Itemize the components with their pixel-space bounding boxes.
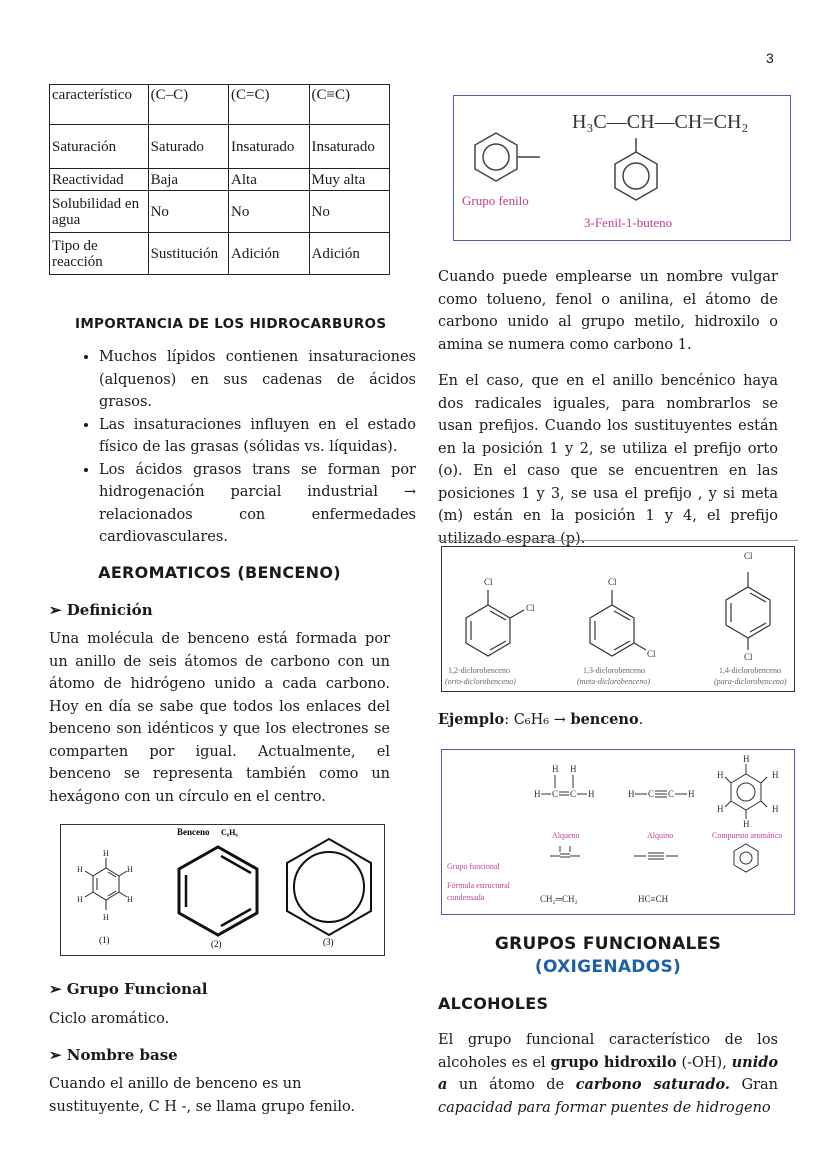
figure-formula: C₆H₆ bbox=[221, 828, 238, 837]
table-cell: característico bbox=[50, 85, 149, 125]
phenyl-ring-icon bbox=[475, 133, 540, 181]
table-cell: Adición bbox=[229, 233, 309, 275]
ejemplo-arrow: → bbox=[553, 712, 566, 728]
alcoholes-bold-italic: carbono saturado. bbox=[575, 1076, 730, 1093]
cl-label: Cl bbox=[647, 649, 656, 659]
benzene-figure bbox=[60, 824, 385, 956]
table-cell: Insaturado bbox=[309, 125, 389, 169]
benzene-ring-icon bbox=[731, 774, 761, 810]
grupos-funcionales-figure bbox=[441, 749, 795, 915]
atom-label: H bbox=[743, 819, 750, 829]
grupos-funcionales-heading: GRUPOS FUNCIONALES bbox=[494, 934, 722, 954]
row-label: Fórmula estructural bbox=[447, 881, 510, 890]
compound-alt-name: (para-diclorobenceno) bbox=[714, 677, 787, 686]
cl-label: Cl bbox=[526, 603, 535, 613]
fenilbuteno-formula: H₃C—CH—CH=CH₂ bbox=[572, 111, 749, 133]
row-label: condensada bbox=[447, 893, 485, 902]
cl-label: Cl bbox=[744, 551, 753, 561]
table-cell: No bbox=[148, 191, 228, 233]
ejemplo-label: Ejemplo bbox=[438, 711, 505, 728]
ejemplo-line: Ejemplo: C₆H₆ → benceno. bbox=[438, 711, 644, 728]
table-cell: (C–C) bbox=[148, 85, 228, 125]
alcoholes-bold-italic: unido a bbox=[438, 1053, 779, 1093]
aromaticos-heading: AEROMATICOS (BENCENO) bbox=[98, 563, 341, 582]
benzene-kekule-structure bbox=[85, 858, 127, 910]
alcoholes-heading: ALCOHOLES bbox=[438, 994, 549, 1013]
diclorobenceno-figure bbox=[441, 546, 795, 692]
grupo-funcional-label: ➢ Grupo Funcional bbox=[49, 980, 208, 998]
figure-label: (1) bbox=[99, 935, 110, 945]
alkene-formula: CH₂═CH₂ bbox=[540, 894, 578, 904]
atom-label: C bbox=[648, 789, 655, 799]
divider bbox=[438, 540, 798, 541]
definicion-label: ➢ Definición bbox=[49, 601, 153, 619]
atom-label: H bbox=[127, 895, 133, 904]
atom-label: H bbox=[588, 789, 595, 799]
fenilo-figure bbox=[453, 95, 791, 241]
alcoholes-text: Gran bbox=[729, 1077, 778, 1093]
compound-name: 1,3-diclorobenceno bbox=[583, 666, 645, 675]
row-label: Grupo funcional bbox=[447, 862, 500, 871]
compound-name: 1,2-diclorobenceno bbox=[448, 666, 510, 675]
column-label: Alquino bbox=[647, 831, 674, 840]
compound-alt-name: (meta-diclorobenceno) bbox=[577, 677, 651, 686]
atom-label: H bbox=[103, 913, 109, 922]
atom-label: H bbox=[127, 865, 133, 874]
alcoholes-text: un átomo de bbox=[447, 1077, 576, 1093]
importancia-list bbox=[73, 346, 416, 549]
list-item: • Las insaturaciones influyen en el estado físico de las grasas (sólidas vs. líquidas). bbox=[99, 414, 416, 459]
page-number: 3 bbox=[766, 50, 774, 66]
alcoholes-italic: capacidad para formar puentes de hidrogeno bbox=[438, 1099, 771, 1116]
alkyne-formula: HC≡CH bbox=[638, 894, 669, 904]
table-cell: Saturación bbox=[50, 125, 149, 169]
atom-label: H bbox=[77, 865, 83, 874]
table-cell: Reactividad bbox=[50, 169, 149, 191]
benzene-circle-structure bbox=[287, 839, 371, 935]
table-row bbox=[50, 233, 390, 275]
alcoholes-paragraph bbox=[438, 1029, 778, 1119]
table-cell: Muy alta bbox=[309, 169, 389, 191]
prefijos-paragraph: En el caso, que en el anillo bencénico haya dos radicales iguales, para nombrarlos se usan prefijos. Cuando los sustituyentes están en la posición 1 y 2, se utiliza el prefijo orto (o). En el caso que se encuentren en las posiciones 1 y 3, se usa el prefijo , y si meta (m) están en la posición 1 y 4, el prefijo utilizado espara (p). bbox=[438, 373, 778, 547]
figure-label: (3) bbox=[323, 937, 334, 947]
atom-label: H bbox=[570, 764, 577, 774]
list-item: • Muchos lípidos contienen insaturaciones (alquenos) en sus cadenas de ácidos grasos. bbox=[99, 346, 416, 414]
alcoholes-text: (-OH), bbox=[676, 1054, 732, 1071]
atom-label: H bbox=[772, 804, 779, 814]
atom-label: C bbox=[570, 789, 577, 799]
table-cell: Adición bbox=[309, 233, 389, 275]
para-dichlorobenzene-structure bbox=[726, 572, 770, 650]
compound-name: 1,4-diclorobenceno bbox=[719, 666, 781, 675]
column-label: Compuesto aromático bbox=[712, 831, 783, 840]
nombre-base-label: ➢ Nombre base bbox=[49, 1046, 178, 1064]
atom-label: H bbox=[717, 804, 724, 814]
table-cell: Saturado bbox=[148, 125, 228, 169]
table-row bbox=[50, 125, 390, 169]
table-cell: No bbox=[309, 191, 389, 233]
grupo-funcional-text: Ciclo aromático. bbox=[49, 1011, 170, 1027]
ortho-dichlorobenzene-structure bbox=[466, 590, 524, 656]
table-row bbox=[50, 191, 390, 233]
nombre-base-text: Cuando el anillo de benceno es un sustituyente, C H -, se llama grupo fenilo. bbox=[49, 1076, 356, 1115]
table-row bbox=[50, 85, 390, 125]
figure-label: (2) bbox=[211, 939, 222, 949]
atom-label: C bbox=[668, 789, 675, 799]
meta-dichlorobenzene-structure bbox=[590, 590, 646, 656]
atom-label: H bbox=[717, 770, 724, 780]
column-label: Alqueno bbox=[552, 831, 580, 840]
alcoholes-bold: grupo hidroxilo bbox=[550, 1053, 677, 1071]
atom-label: H bbox=[628, 789, 635, 799]
table-cell: Insaturado bbox=[229, 125, 309, 169]
table-cell: Solubilidad en agua bbox=[50, 191, 149, 233]
grupo-fenilo-label: Grupo fenilo bbox=[462, 193, 529, 208]
ejemplo-name: benceno bbox=[570, 711, 639, 728]
definicion-text: Una molécula de benceno está formada por un anillo de seis átomos de carbono con un átomo de hidrógeno unido a cada carbono. Hoy en día se sabe que todos los enlaces del benceno son idénticos y que los electrones se comparten por igual. Actualmente, el benceno se representa también como un hexágono con un círculo en el centro. bbox=[49, 631, 390, 805]
table-cell: No bbox=[229, 191, 309, 233]
compound-alt-name: (orto-diclorobenceno) bbox=[445, 677, 516, 686]
phenyl-substituent-ring bbox=[615, 138, 657, 200]
atom-label: H bbox=[772, 770, 779, 780]
atom-label: H bbox=[103, 849, 109, 858]
table-cell: (C≡C) bbox=[309, 85, 389, 125]
table-cell: Sustitución bbox=[148, 233, 228, 275]
table-cell: Baja bbox=[148, 169, 228, 191]
table-cell: Tipo de reacción bbox=[50, 233, 149, 275]
cl-label: Cl bbox=[608, 577, 617, 587]
fenilbuteno-label: 3-Fenil-1-buteno bbox=[584, 215, 673, 230]
atom-label: H bbox=[77, 895, 83, 904]
atom-label: H bbox=[552, 764, 559, 774]
figure-title: Benceno bbox=[177, 827, 210, 837]
atom-label: H bbox=[534, 789, 541, 799]
table-cell: Alta bbox=[229, 169, 309, 191]
table-cell: (C=C) bbox=[229, 85, 309, 125]
atom-label: C bbox=[552, 789, 559, 799]
atom-label: H bbox=[688, 789, 695, 799]
importancia-heading: IMPORTANCIA DE LOS HIDROCARBUROS bbox=[75, 316, 387, 332]
cl-label: Cl bbox=[484, 577, 493, 587]
list-item: • Los ácidos grasos trans se forman por hidrogenación parcial industrial → relacionados con enfermedades cardiovasculares. bbox=[99, 459, 416, 549]
properties-table bbox=[49, 84, 390, 275]
table-row bbox=[50, 169, 390, 191]
nombre-vulgar-paragraph: Cuando puede emplearse un nombre vulgar como tolueno, fenol o anilina, el átomo de carbono unido al grupo metilo, hidroxilo o amina se numera como carbono 1. bbox=[438, 269, 778, 353]
ejemplo-formula: C₆H₆ bbox=[513, 712, 550, 728]
cl-label: Cl bbox=[744, 652, 753, 662]
alcoholes-text: El grupo funcional característico de los alcoholes es el bbox=[438, 1032, 778, 1071]
benzene-hexagon-double-bonds bbox=[179, 847, 257, 935]
oxigenados-subheading: (OXIGENADOS) bbox=[534, 957, 682, 977]
atom-label: H bbox=[743, 754, 750, 764]
